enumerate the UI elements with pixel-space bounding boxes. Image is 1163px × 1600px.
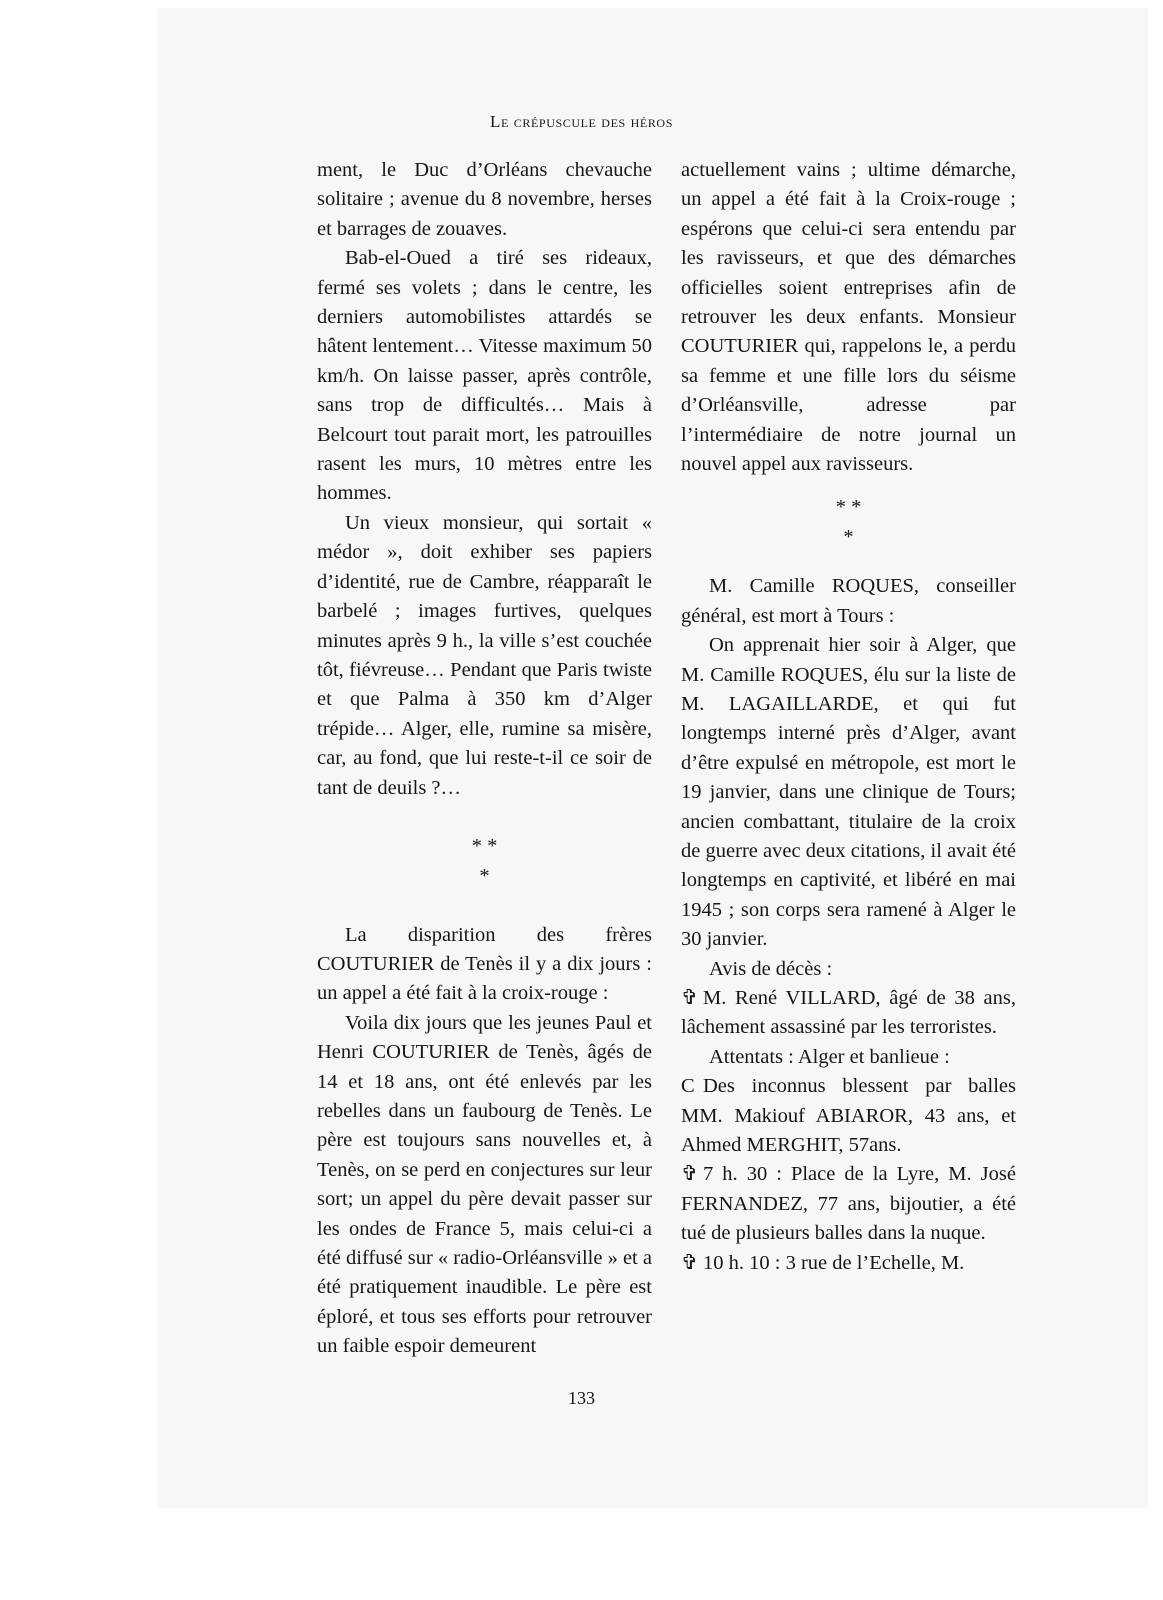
cross-icon: ✞ <box>681 1163 699 1186</box>
left-column <box>317 156 652 1362</box>
obituary-entry <box>681 984 1016 1043</box>
paragraph: Voila dix jours que les jeunes Paul et Henri COUTURIER de Tenès, âgés de 14 et 18 ans, ont été enlevés par les rebelles dans un faubourg de Tenès. Le père est toujours sans nouvelles et, à Tenès, on se perd en conjectures sur leur sort; un appel du père devait passer sur les ondes de France 5, mais celui-ci a été diffusé sur « radio-Orléansville » et a été pratiquement inaudible. Le père est éploré, et tous ses efforts pour retrouver un faible espoir demeurent <box>317 1011 652 1358</box>
paragraph: On apprenait hier soir à Alger, que M. Camille ROQUES, élu sur la liste de M. LAGAILLARDE, et qui fut longtemps interné près d’Alger, avant d’être expulsé en métropole, est mort le 19 janvier, dans une clinique de Tours; ancien combattant, titulaire de la croix de guerre avec deux citations, il avait été longtemps en captivité, et libéré en mai 1945 ; son corps sera ramené à Alger le 30 janvier. <box>681 634 1016 951</box>
page-number: 133 <box>568 1388 595 1408</box>
paragraph: M. Camille ROQUES, conseiller général, est mort à Tours : <box>681 575 1016 627</box>
paragraph: ment, le Duc d’Orléans chevauche solitaire ; avenue du 8 novembre, herses et barrages de zouaves. <box>317 159 652 240</box>
entry-text: 10 h. 10 : 3 rue de l’Echelle, M. <box>703 1251 965 1274</box>
separator-stars-bottom: * <box>843 525 854 548</box>
paragraph: Bab-el-Oued a tiré ses rideaux, fermé ses volets ; dans le centre, les derniers automobilistes attardés se hâtent lentement… Vitesse maximum 50 km/h. On laisse passer, après contrôle, sans trop de difficultés… Mais à Belcourt tout parait mort, les patrouilles rasent les murs, 10 mètres entre les hommes. <box>317 247 652 505</box>
cross-icon: ✞ <box>681 986 699 1009</box>
paragraph: Avis de décès : <box>709 957 833 980</box>
paragraph: Attentats : Alger et banlieue : <box>709 1045 950 1068</box>
entry-text: Des inconnus blessent par balles MM. Makiouf ABIAROR, 43 ans, et Ahmed MERGHIT, 57ans. <box>681 1075 1016 1156</box>
separator-stars-top: * * <box>471 835 498 858</box>
attack-entry <box>681 1072 1016 1160</box>
paragraph: La disparition des frères COUTURIER de Tenès il y a dix jours : un appel a été fait à la croix-rouge : <box>317 923 652 1005</box>
cross-icon: ✞ <box>681 1251 699 1274</box>
section-separator <box>681 493 1016 552</box>
right-column <box>681 156 1016 1278</box>
running-head: Le crépuscule des héros <box>490 112 673 131</box>
paragraph: Un vieux monsieur, qui sortait « médor », doit exhiber ses papiers d’identité, rue de Cambre, réapparaît le barbelé ; images furtives, quelques minutes après 9 h., la ville s’est couchée tôt, fiévreuse… Pendant que Paris twiste et que Palma à 350 km d’Alger trépide… Alger, elle, rumine sa misère, car, au fond, que lui reste-t-il ce soir de tant de deuils ?… <box>317 511 652 799</box>
separator-stars-bottom: * <box>479 864 490 887</box>
entry-text: M. René VILLARD, âgé de 38 ans, lâchement assassiné par les terroristes. <box>681 986 1016 1039</box>
crescent-icon: C <box>681 1075 695 1098</box>
attack-entry <box>681 1249 1016 1278</box>
section-separator <box>317 832 652 891</box>
attack-entry <box>681 1160 1016 1248</box>
paragraph: actuellement vains ; ultime démarche, un appel a été fait à la Croix-rouge ; espérons que celui-ci sera entendu par les ravisseurs, et que des démarches officielles soient entreprises afin de retrouver les deux enfants. Monsieur COUTURIER qui, rappelons le, a perdu sa femme et une fille lors du séisme d’Orléansville, adresse par l’intermédiaire de notre journal un nouvel appel aux ravisseurs. <box>681 159 1016 476</box>
separator-stars-top: * * <box>835 496 862 519</box>
entry-text: 7 h. 30 : Place de la Lyre, M. José FERNANDEZ, 77 ans, bijoutier, a été tué de plusieurs balles dans la nuque. <box>681 1163 1016 1245</box>
